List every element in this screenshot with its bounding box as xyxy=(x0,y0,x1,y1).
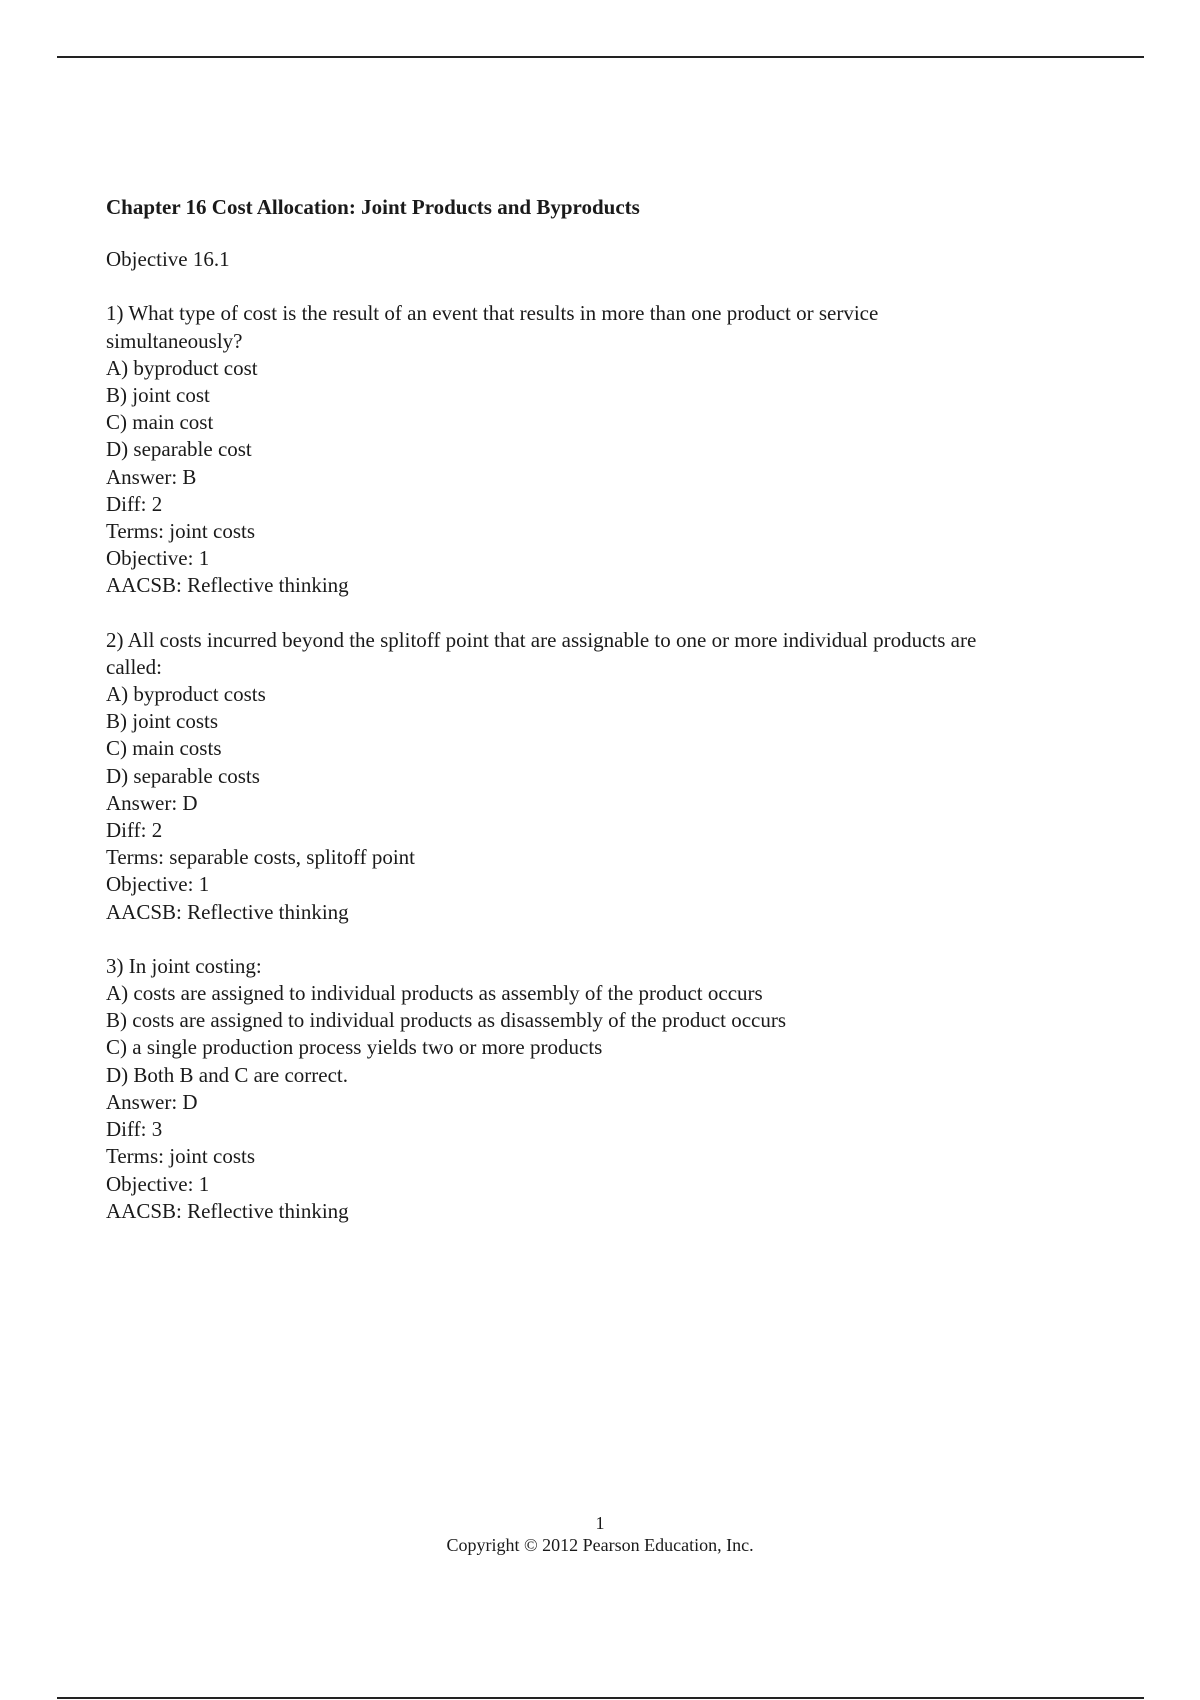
chapter-title: Chapter 16 Cost Allocation: Joint Products and Byproducts xyxy=(106,195,640,219)
objective: Objective: 1 xyxy=(106,546,210,571)
copyright-notice: Copyright © 2012 Pearson Education, Inc. xyxy=(446,1535,754,1555)
option-a: A) byproduct cost xyxy=(106,355,258,380)
objective-heading: Objective 16.1 xyxy=(106,247,230,272)
question-3 xyxy=(106,953,1126,1225)
option-c: C) main costs xyxy=(106,736,222,761)
question-stem: 3) In joint costing: xyxy=(106,953,262,978)
option-d: D) separable costs xyxy=(106,763,260,788)
aacsb: AACSB: Reflective thinking xyxy=(106,899,349,924)
question-stem: 2) All costs incurred beyond the splitoff point that are assignable to one or more individual products are xyxy=(106,627,977,652)
option-a: A) costs are assigned to individual products as assembly of the product occurs xyxy=(106,981,763,1006)
question-stem: 1) What type of cost is the result of an event that results in more than one product or service xyxy=(106,301,879,326)
aacsb: AACSB: Reflective thinking xyxy=(106,573,349,598)
page-number: 1 xyxy=(595,1513,605,1533)
document-body xyxy=(106,194,1126,1252)
objective: Objective: 1 xyxy=(106,1171,210,1196)
question-stem-continued: simultaneously? xyxy=(106,328,243,353)
answer: Answer: D xyxy=(106,790,198,815)
objective: Objective: 1 xyxy=(106,872,210,897)
bottom-rule xyxy=(57,1697,1144,1699)
answer: Answer: D xyxy=(106,1089,198,1114)
option-c: C) a single production process yields two or more products xyxy=(106,1035,603,1060)
difficulty: Diff: 2 xyxy=(106,818,163,843)
option-b: B) joint costs xyxy=(106,709,219,734)
question-2 xyxy=(106,627,1126,926)
option-d: D) separable cost xyxy=(106,437,252,462)
question-stem-continued: called: xyxy=(106,654,162,679)
option-b: B) costs are assigned to individual products as disassembly of the product occurs xyxy=(106,1008,787,1033)
answer: Answer: B xyxy=(106,464,197,489)
option-a: A) byproduct costs xyxy=(106,682,266,707)
aacsb: AACSB: Reflective thinking xyxy=(106,1198,349,1223)
terms: Terms: joint costs xyxy=(106,1144,256,1169)
terms: Terms: joint costs xyxy=(106,519,256,544)
top-rule xyxy=(57,56,1144,58)
difficulty: Diff: 2 xyxy=(106,491,163,516)
option-c: C) main cost xyxy=(106,410,214,435)
option-b: B) joint cost xyxy=(106,383,210,408)
question-1 xyxy=(106,300,1126,599)
option-d: D) Both B and C are correct. xyxy=(106,1062,349,1087)
terms: Terms: separable costs, splitoff point xyxy=(106,845,416,870)
difficulty: Diff: 3 xyxy=(106,1117,163,1142)
